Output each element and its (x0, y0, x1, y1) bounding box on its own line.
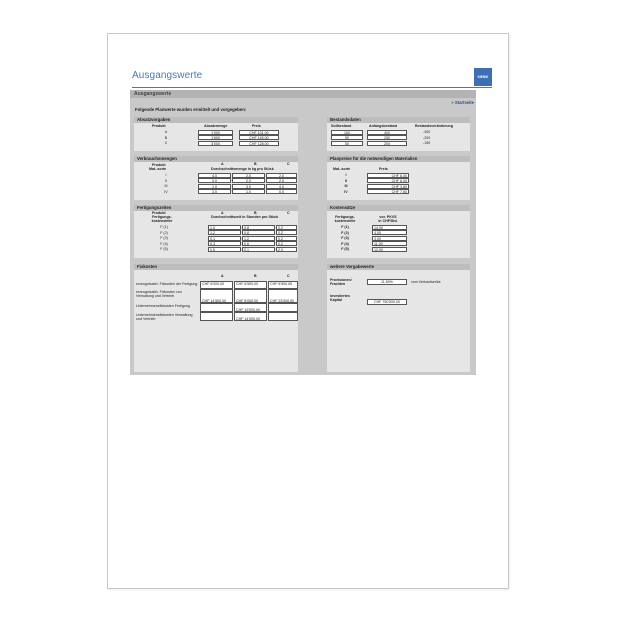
fz-cell: 0.6 (242, 241, 275, 246)
kostensaetze-heading: Kostensätze (327, 205, 470, 211)
fz-cell: 0.1 (242, 247, 275, 252)
fz-subheader: Durchschnittszeit in Stunden pro Stück (211, 215, 279, 219)
title-divider (132, 87, 492, 88)
fz-cell: 0.2 (276, 230, 297, 235)
fixkosten-row1-cell: CHF 6'900.00 (268, 281, 298, 289)
planpreise-row-sorte: I (345, 173, 347, 177)
ks-row-pkvs: 3.00 (372, 236, 407, 241)
weitere-panel (327, 264, 470, 372)
bestand-panel (327, 117, 470, 151)
fz-row-kst: F (4) (160, 241, 168, 246)
planpreise-row-preis: CHF 6.00 (367, 173, 409, 178)
fz-header-kst: Fertigungs- kostenstelle (151, 215, 173, 224)
planpreise-row-preis: CHF 8.00 (367, 178, 409, 183)
weitere-heading: weitere Vorgabewerte (327, 264, 470, 270)
fz-cell: 0.2 (276, 225, 297, 230)
verbrauch-row-sorte: I (165, 173, 167, 177)
fz-cell: 1.2 (208, 230, 241, 235)
planpreise-panel (327, 156, 470, 200)
verbrauch-cell: 1.0 (232, 189, 265, 194)
fz-cell: 2.0 (276, 247, 297, 252)
bestand-header-veraenderung: Bestandsveränderung (415, 124, 453, 128)
fz-cell: 0.2 (276, 236, 297, 241)
weitere-kapital-value: CHF 750'000.00 (367, 299, 407, 305)
fixkosten-product-a: A (221, 274, 224, 278)
ks-header-pkvs: vor. PKVS in CHF/Std. (378, 215, 398, 224)
document-page (107, 33, 509, 589)
verbrauch-heading: Verbrauchsmengen (134, 156, 298, 162)
weitere-prov-suffix: vom Verkaufserlös (411, 280, 441, 284)
fz-row-kst: F (2) (160, 230, 168, 235)
fixkosten-row2-cell: CHF 14'500.00 (200, 289, 233, 303)
fz-product-c: C (287, 211, 290, 215)
fixkosten-product-c: C (287, 274, 290, 278)
ks-row-pkvs: 4.00 (372, 230, 407, 235)
absatz-row-menge: 3'000 (198, 141, 233, 146)
fz-product-a: A (221, 211, 224, 215)
fixkosten-product-b: B (254, 274, 257, 278)
fz-cell: 0.8 (242, 225, 275, 230)
verbrauch-cell: 2.0 (232, 178, 265, 183)
kostensaetze-panel (327, 205, 470, 258)
fz-cell: 0.2 (276, 241, 297, 246)
ks-header-kst: Fertigungs- kostenstelle (334, 215, 356, 224)
fertigungszeiten-heading: Fertigungszeiten (134, 205, 298, 211)
verbrauch-row-sorte: III (164, 184, 168, 188)
startseite-link[interactable]: » Startseite (451, 100, 474, 105)
bestand-row-veraenderung: -200 (423, 135, 431, 140)
fixkosten-row4-cell: CHF 14'000.00 (234, 312, 267, 321)
fz-cell: 1.2 (242, 236, 275, 241)
bestand-row-anfang: 250 (367, 135, 407, 140)
bestand-row-anfang: 200 (367, 141, 407, 146)
fixkosten-row2-label: erzeugnisabh. Fixkosten von Verwaltung und Vertrieb (136, 290, 182, 299)
verbrauch-panel (134, 156, 298, 200)
worksheet (130, 90, 476, 375)
fz-row-kst: F (3) (160, 236, 168, 240)
fertigungszeiten-panel (134, 205, 298, 258)
bestand-row-soll: 50 (331, 141, 363, 146)
verbrauch-header-produkt: Produkt (152, 163, 166, 167)
fixkosten-row1-cell: CHF 6'000.00 (200, 281, 233, 289)
intro-text: Folgende Planwerte wurden ermittelt und vorgegeben: (135, 107, 247, 112)
absatz-row-menge: 1'000 (198, 130, 233, 135)
fixkosten-row3-blank (200, 303, 233, 312)
planpreise-row-sorte: III (344, 184, 348, 188)
verbrauch-cell: 0.0 (198, 178, 231, 183)
verbrauch-row-sorte: IV (164, 189, 168, 194)
verbrauch-cell: 4.0 (266, 184, 297, 189)
fixkosten-row3-blank (268, 303, 298, 312)
fixkosten-row3-cell: CHF 19'000.00 (234, 303, 267, 312)
fixkosten-panel (134, 264, 298, 372)
absatz-header-menge: Absatzmenge (204, 124, 228, 128)
page-title: Ausgangswerte (132, 70, 203, 81)
fixkosten-row2-cell: CHF 8'000.00 (234, 289, 267, 303)
planpreise-row-preis: CHF 7.60 (367, 189, 409, 194)
planpreise-header-sorte: Mat.-sorte (333, 167, 351, 171)
absatz-row-produkt: B (164, 135, 168, 140)
ks-row-pkvs: 12.00 (372, 247, 407, 252)
ks-row-kst: F (1) (341, 225, 349, 229)
ks-row-kst: F (3) (341, 236, 349, 240)
bestand-heading: Bestandsdaten (327, 117, 470, 123)
ks-row-pkvs: 11.00 (372, 241, 407, 246)
verbrauch-product-a: A (221, 162, 224, 166)
bestand-row-veraenderung: -300 (423, 130, 431, 134)
fixkosten-row2-cell: CHF 23'000.00 (268, 289, 298, 303)
absatz-row-preis: CHF 128.00 (239, 141, 279, 146)
verbrauch-cell: 0.0 (266, 189, 297, 194)
fz-product-b: B (254, 211, 257, 215)
verbrauch-cell: 2.0 (266, 173, 297, 178)
fz-row-kst: F (1) (160, 225, 168, 229)
fz-cell: 0.1 (208, 236, 241, 241)
fixkosten-row4-blank (200, 312, 233, 321)
verbrauch-product-c: C (287, 162, 290, 166)
fz-cell: 0.8 (242, 230, 275, 235)
bestand-row-soll: 100 (331, 130, 363, 135)
fz-row-kst: F (5) (160, 247, 168, 251)
verbrauch-cell: 1.0 (198, 184, 231, 189)
absatz-row-menge: 1'600 (198, 135, 233, 140)
brand-logo: KIENIK (474, 68, 492, 86)
fixkosten-heading: Fixkosten (134, 264, 298, 270)
weitere-prov-value: 11.50% (367, 279, 407, 285)
fz-cell: 0.3 (208, 241, 241, 246)
fixkosten-row1-label: erzeugnisabh. Fixkosten der Fertigung (136, 282, 198, 286)
absatz-heading: Absatzvorgaben (134, 117, 298, 123)
fz-header-produkt: Produkt (152, 211, 166, 215)
absatz-header-preis: Preis (252, 124, 261, 128)
absatz-row-preis: CHF 145.00 (239, 135, 279, 140)
ks-row-kst: F (5) (341, 247, 349, 251)
verbrauch-subheader: Durchschnittsmenge in kg pro Stück (211, 167, 274, 171)
bestand-row-veraenderung: -150 (423, 141, 431, 145)
planpreise-row-preis: CHF 3.80 (367, 184, 409, 189)
ks-row-pkvs: 14.00 (372, 225, 407, 230)
verbrauch-cell: 4.0 (198, 173, 231, 178)
fz-cell: 1.0 (208, 225, 241, 230)
planpreise-row-sorte: II (345, 178, 347, 183)
bestand-row-anfang: 400 (367, 130, 407, 135)
absatz-row-produkt: C (164, 141, 168, 145)
absatz-header-produkt: Produkt (152, 124, 166, 128)
verbrauch-header-sorte: Mat.-sorte (149, 167, 167, 171)
fz-cell: 0.5 (208, 247, 241, 252)
fixkosten-row4-label: Unternehmensfixkosten Verwaltung und Vertrieb (136, 313, 193, 322)
bestand-header-anfang: Anfangsbestand (369, 124, 398, 128)
absatz-row-preis: CHF 101.00 (239, 130, 279, 135)
ks-row-kst: F (4) (341, 241, 349, 246)
bestand-row-soll: 50 (331, 135, 363, 140)
worksheet-bar: Ausgangswerte (130, 90, 476, 98)
absatz-panel (134, 117, 298, 151)
fixkosten-row3-label: Unternehmensfixkosten Fertigung (136, 304, 190, 308)
verbrauch-product-b: B (254, 162, 257, 166)
verbrauch-cell: 3.0 (232, 184, 265, 189)
bestand-header-soll: Sollbestand (331, 124, 352, 128)
verbrauch-cell: 3.0 (198, 189, 231, 194)
planpreise-row-sorte: IV (344, 189, 348, 194)
planpreise-header-preis: Preis (379, 167, 388, 171)
planpreise-heading: Planpreise für die notwendigen Materialien (327, 156, 470, 162)
absatz-row-produkt: A (164, 130, 168, 134)
verbrauch-cell: 2.0 (266, 178, 297, 183)
verbrauch-row-sorte: II (165, 178, 167, 183)
ks-row-kst: F (2) (341, 230, 349, 235)
weitere-kapital-label: Investiertes Kapital (330, 294, 350, 303)
verbrauch-cell: 2.0 (232, 173, 265, 178)
fixkosten-row4-blank (268, 312, 298, 321)
weitere-prov-label: Provisionen/ Frachten (330, 278, 352, 287)
fixkosten-row1-cell: CHF 6'500.00 (234, 281, 267, 289)
